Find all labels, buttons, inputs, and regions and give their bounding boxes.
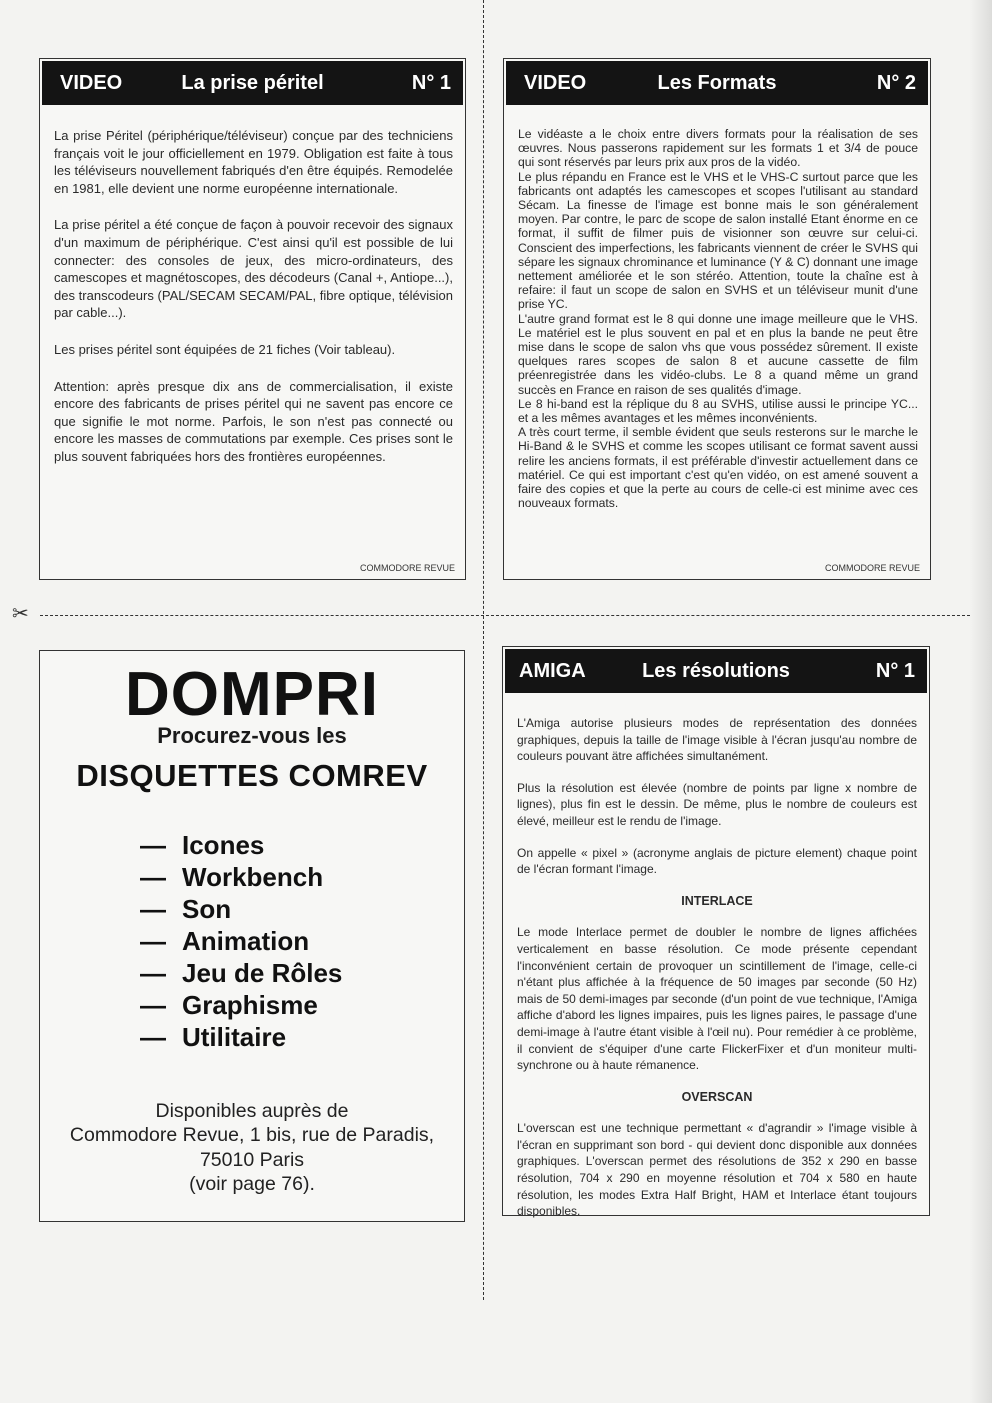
card-category: VIDEO (60, 72, 123, 94)
card-header (505, 649, 927, 693)
horizontal-cut-line (40, 615, 970, 616)
card-number: N° 2 (876, 72, 916, 94)
page-edge-shadow (970, 0, 992, 1403)
card-footer: COMMODORE REVUE (359, 563, 455, 573)
card-category: VIDEO (524, 72, 587, 94)
contact-line: (voir page 76). (189, 1173, 315, 1196)
card-header (42, 61, 463, 105)
section-heading: OVERSCAN (681, 1089, 753, 1104)
ad-contact (40, 1099, 464, 1197)
card-title: Les résolutions (642, 660, 790, 682)
contact-line: 75010 Paris (199, 1148, 305, 1171)
list-item: — Graphisme (140, 990, 318, 1020)
paragraph: Le mode Interlace permet de doubler le nombre de lignes affichées verticalement en basse résolution. Ce mode présente cependant l'inconvénient certain de provoquer un scintillement de l'image, celle-ci n'étant plus affichée à la fréquence de 50 images par seconde (50 Hz) mais de 50 demi-images par seconde (d'un point de vue technique, l'Amiga affiche d'abord les lignes impaires, puis les lignes paires, le passage d'une demi-image à l'autre étant visible à l'œil nu). Pour remédier à ce problème, il convient de s'équiper d'une carte FlickerFixer et d'un moniteur multi-synchrone ou à haute rémanence. (517, 925, 917, 1073)
card-footer: COMMODORE REVUE (824, 563, 920, 573)
list-item: — Workbench (140, 862, 324, 892)
card-title: La prise péritel (181, 72, 324, 94)
card-video-peritel (39, 58, 466, 580)
section-heading: INTERLACE (681, 893, 753, 908)
paragraph: Le vidéaste a le choix entre divers formats pour la réalisation de ses œuvres. Nous passerons rapidement sur les formats 1 et 3/4 de pouce qui sont réservés par leurs prix aux pros de la vidéo. (518, 127, 918, 170)
card-body (54, 127, 453, 485)
card-number: N° 1 (411, 72, 451, 94)
paragraph: On appelle « pixel » (acronyme anglais de picture element) chaque point de l'écran formant l'image. (517, 845, 917, 877)
paragraph: La prise péritel a été conçue de façon à pouvoir recevoir des signaux d'un maximum de périphérique. C'est ainsi qu'il est possible de lui connecter: des consoles de jeux, des micro-ordinateurs, des camescopes et magnétoscopes, des décodeurs (Canal +, Antiope...), des transcodeurs (PAL/SECAM SECAM/PAL, fibre optique, télévision par cable...). (54, 217, 453, 321)
scissors-icon: ✂ (12, 601, 29, 625)
vertical-cut-line (483, 0, 484, 1300)
ad-subtitle: Procurez-vous les (157, 723, 347, 748)
card-header (506, 61, 928, 105)
paragraph: Plus la résolution est élevée (nombre de points par ligne x nombre de lignes), plus fin est le dessin. De même, plus le nombre de couleurs est élevé, meilleur est le rendu de l'image. (517, 780, 917, 828)
card-number: N° 1 (875, 660, 915, 682)
card-body (517, 715, 917, 1220)
ad-item-list (140, 829, 342, 1053)
paragraph: La prise Péritel (périphérique/téléviseur) conçue par des techniciens français voit le jour officiellement en 1979. Obligation est faite à tous les téléviseurs nouvellement fabriqués d'en être équipés. Remodelée en 1981, elle devient une norme européenne internationale. (54, 128, 453, 196)
list-item: — Animation (140, 926, 310, 956)
paragraph: Les prises péritel sont équipées de 21 fiches (Voir tableau). (54, 341, 396, 357)
ad-title: DOMPRI (125, 660, 379, 729)
card-body (518, 127, 918, 510)
list-item: — Utilitaire (140, 1022, 287, 1052)
ad-headline: DISQUETTES COMREV (76, 758, 428, 793)
card-category: AMIGA (519, 660, 586, 682)
paragraph: A très court terme, il semble évident que seuls resterons sur le marche le Hi-Band & le SVHS et comme les scopes utilisant ce format savent aussi relire les anciens formats, il est préférable d'investir actuellement dans ce matériel. Ce qui est important c'est qu'en vidéo, on est amené souvent a faire des copies et que la perte au cours de celle-ci est minime avec ces nouveaux formats. (518, 425, 918, 511)
paragraph: Attention: après presque dix ans de commercialisation, il existe encore des fabricants de prises péritel qui ne savent pas encore ce que signifie le mot norme. Parfois, le son n'est pas connecté ou encore les masses de commutations par exemple. Ces prises sont le plus souvent fabriquées hors des frontières européennes. (54, 378, 453, 464)
card-amiga-resolutions (502, 646, 930, 1219)
contact-line: Disponibles auprès de (155, 1100, 349, 1122)
paragraph: Le 8 hi-band est la réplique du 8 au SVHS, utilise aussi le principe YC... et a les mêmes avantages et les mêmes inconvénients. (518, 396, 918, 426)
list-item: — Jeu de Rôles (140, 958, 343, 988)
paragraph: L'Amiga autorise plusieurs modes de représentation des données graphiques, depuis la taille de l'image visible à l'écran jusqu'au nombre de couleurs pouvant ätre affichées simultanément. (517, 716, 917, 764)
paragraph: L'overscan est une technique permettant « d'agrandir » l'image visible à l'écran en supprimant son bord - qui devient donc disponible aux données graphiques. L'overscan permet des résolutions de 352 x 290 en basse résolution, 704 x 290 en moyenne résolution et 704 x 580 en haute résolution, les modes Extra Half Bright, HAM et Interlace étant toujours disponibles. (517, 1121, 917, 1219)
card-title: Les Formats (657, 72, 777, 94)
contact-line: Commodore Revue, 1 bis, rue de Paradis, (69, 1124, 435, 1147)
list-item: — Son (140, 894, 232, 924)
paragraph: L'autre grand format est le 8 qui donne une image meilleure que le VHS. Le matériel est le plus souvent en pal et en plus la bande ne peut être mise dans le scope de salon vhs que vous possédez sûrement. Il existe quelques rares scopes de salon 8 et aucune cassette de film préenregistrée dans les vidéo-clubs. Le 8 a quand même un grand succès en France en raison de ses qualités d'image. (518, 311, 918, 397)
list-item: — Icones (140, 830, 265, 860)
ad-dompri (39, 650, 465, 1222)
card-video-formats (503, 58, 931, 580)
paragraph: Le plus répandu en France est le VHS et le VHS-C surtout parce que les fabricants ont adaptés les camescopes et scopes l'utilisant au standard Sécam. La finesse de l'image est bonne mais le son généralement moyen. Par contre, le parc de scope de salon installé Etant énorme en ce format, il suffit de filmer puis de visionner son œuvre sur celui-ci. Conscient des imperfections, les fabricants viennent de créer le SVHS qui sépare les signaux chrominance et luminance (Y & C) donnant une image nettement améliorée et le son stéréo. Attention, toute la chaîne est à refaire: il faut un scope de salon en SVHS et un téléviseur munit d'une prise YC. (518, 169, 918, 312)
